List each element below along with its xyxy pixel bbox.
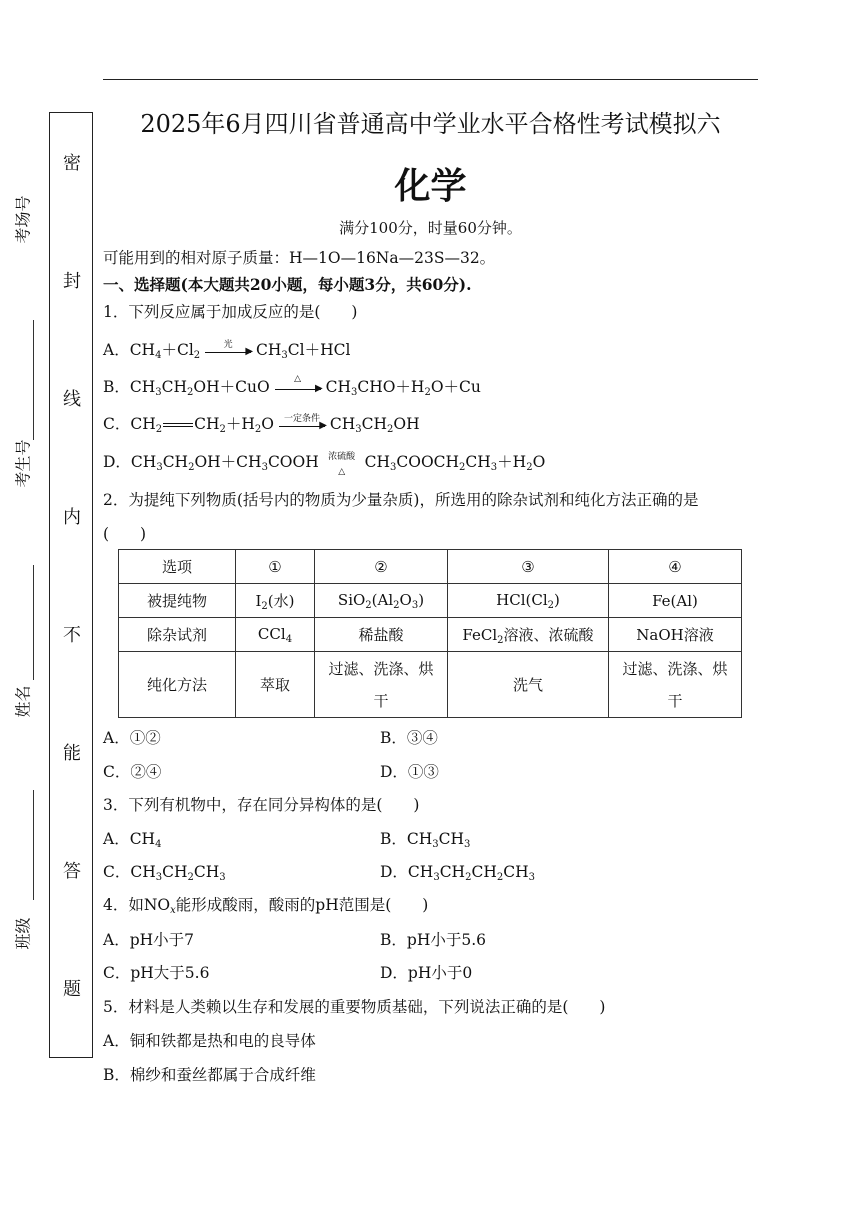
fill-line: [33, 790, 34, 900]
seal-line-box: [49, 112, 93, 1058]
seal-char: 不: [63, 625, 81, 646]
table-cell: 除杂试剂: [119, 618, 236, 652]
q4-option-a: A．pH小于7: [103, 931, 194, 949]
q5-option-a: A．铜和铁都是热和电的良导体: [103, 1032, 316, 1050]
table-header: ①: [236, 550, 315, 584]
seal-char: 密: [63, 153, 81, 174]
question-1-stem: 1．下列反应属于加成反应的是( ): [103, 303, 358, 321]
exam-room-label: 考场号: [13, 195, 33, 244]
table-cell: 稀盐酸: [315, 618, 448, 652]
question-2-stem: 2．为提纯下列物质(括号内的物质为少量杂质)，所选用的除杂试剂和纯化方法正确的是: [103, 491, 699, 509]
seal-char: 题: [63, 979, 81, 1000]
q3-option-d: D．$CH_3CH_2CH_2CH_3$: [380, 863, 535, 883]
table-header: 选项: [119, 550, 236, 584]
atomic-mass-note: 可能用到的相对原子质量：H—1O—16Na—23S—32。: [103, 249, 496, 267]
q3-option-c: C．$CH_3CH_2CH_3$: [103, 863, 226, 883]
table-cell: 萃取: [236, 652, 315, 718]
q4-option-c: C．pH大于5.6: [103, 964, 210, 982]
q4-option-d: D．pH小于0: [380, 964, 473, 982]
seal-char: 能: [63, 743, 81, 764]
q1-option-b: B．$CH_3CH_2OH+CuO$ △ ▶ $CH_3CHO+H_2O+Cu$: [103, 374, 481, 398]
table-cell: $HCl(Cl_2)$: [448, 584, 609, 618]
table-cell: CCl$_4$: [236, 618, 315, 652]
section-heading: 一、选择题(本大题共20小题，每小题3分，共60分).: [103, 275, 472, 294]
q1-option-d: D．$CH_3CH_2OH+CH_3COOH$ 浓硫酸 △ $CH_3COOCH_2CH_3+H_2O$: [103, 452, 546, 477]
question-2-paren: ( ): [103, 525, 147, 543]
fill-line: [33, 565, 34, 680]
question-4-stem: 4．如$NO_x$能形成酸雨，酸雨的pH范围是( ): [103, 896, 429, 916]
table-header: ④: [609, 550, 742, 584]
top-rule: [103, 79, 758, 80]
table-cell: 纯化方法: [119, 652, 236, 718]
table-cell: 被提纯物: [119, 584, 236, 618]
seal-char: 内: [63, 507, 81, 528]
table-row: [119, 550, 742, 584]
table-header: ③: [448, 550, 609, 584]
exam-title: 2025年6月四川省普通高中学业水平合格性考试模拟六: [140, 110, 721, 138]
q1-option-a: A．$CH_4+Cl_2$ 光 ▶ $CH_3Cl+HCl$: [103, 340, 351, 361]
seal-char: 答: [63, 861, 81, 882]
q5-option-b: B．棉纱和蚕丝都属于合成纤维: [103, 1066, 316, 1084]
q1-option-c: C．$CH_2$ $CH_2+H_2O$ 一定条件 ▶ $CH_3CH_2OH$: [103, 414, 420, 435]
q2-option-c: C．②④: [103, 763, 162, 781]
table-cell: FeCl$_2$溶液、浓硫酸: [448, 618, 609, 652]
q3-option-b: B．$CH_3CH_3$: [380, 830, 471, 850]
table-cell: NaOH溶液: [609, 618, 742, 652]
table-row: [119, 584, 742, 618]
fill-line: [33, 320, 34, 440]
table-row: [119, 618, 742, 652]
class-label: 班级: [13, 917, 33, 950]
q4-option-b: B．pH小于5.6: [380, 931, 486, 949]
table-row: [119, 652, 742, 718]
q2-option-a: A．①②: [103, 729, 161, 747]
subject-title: 化学: [394, 166, 467, 207]
name-label: 姓名: [13, 685, 33, 718]
score-note: 满分100分，时量60分钟。: [339, 219, 522, 237]
table-cell: $SiO_2(Al_2O_3)$: [315, 584, 448, 618]
q3-option-a: A．$CH_4$: [103, 830, 162, 850]
candidate-number-label: 考生号: [13, 439, 33, 488]
table-cell: $I_2$(水): [236, 584, 315, 618]
question-3-stem: 3．下列有机物中，存在同分异构体的是( ): [103, 796, 420, 814]
q2-option-d: D．①③: [380, 763, 439, 781]
seal-char: 封: [63, 271, 81, 292]
table-cell: 过滤、洗涤、烘 干: [609, 652, 742, 718]
table-cell: 洗气: [448, 652, 609, 718]
table-cell: Fe(Al): [609, 584, 742, 618]
seal-char: 线: [63, 389, 81, 410]
question-5-stem: 5．材料是人类赖以生存和发展的重要物质基础，下列说法正确的是( ): [103, 998, 606, 1016]
table-cell: 过滤、洗涤、烘 干: [315, 652, 448, 718]
q2-option-b: B．③④: [380, 729, 438, 747]
purification-table: [118, 549, 742, 718]
table-header: ②: [315, 550, 448, 584]
